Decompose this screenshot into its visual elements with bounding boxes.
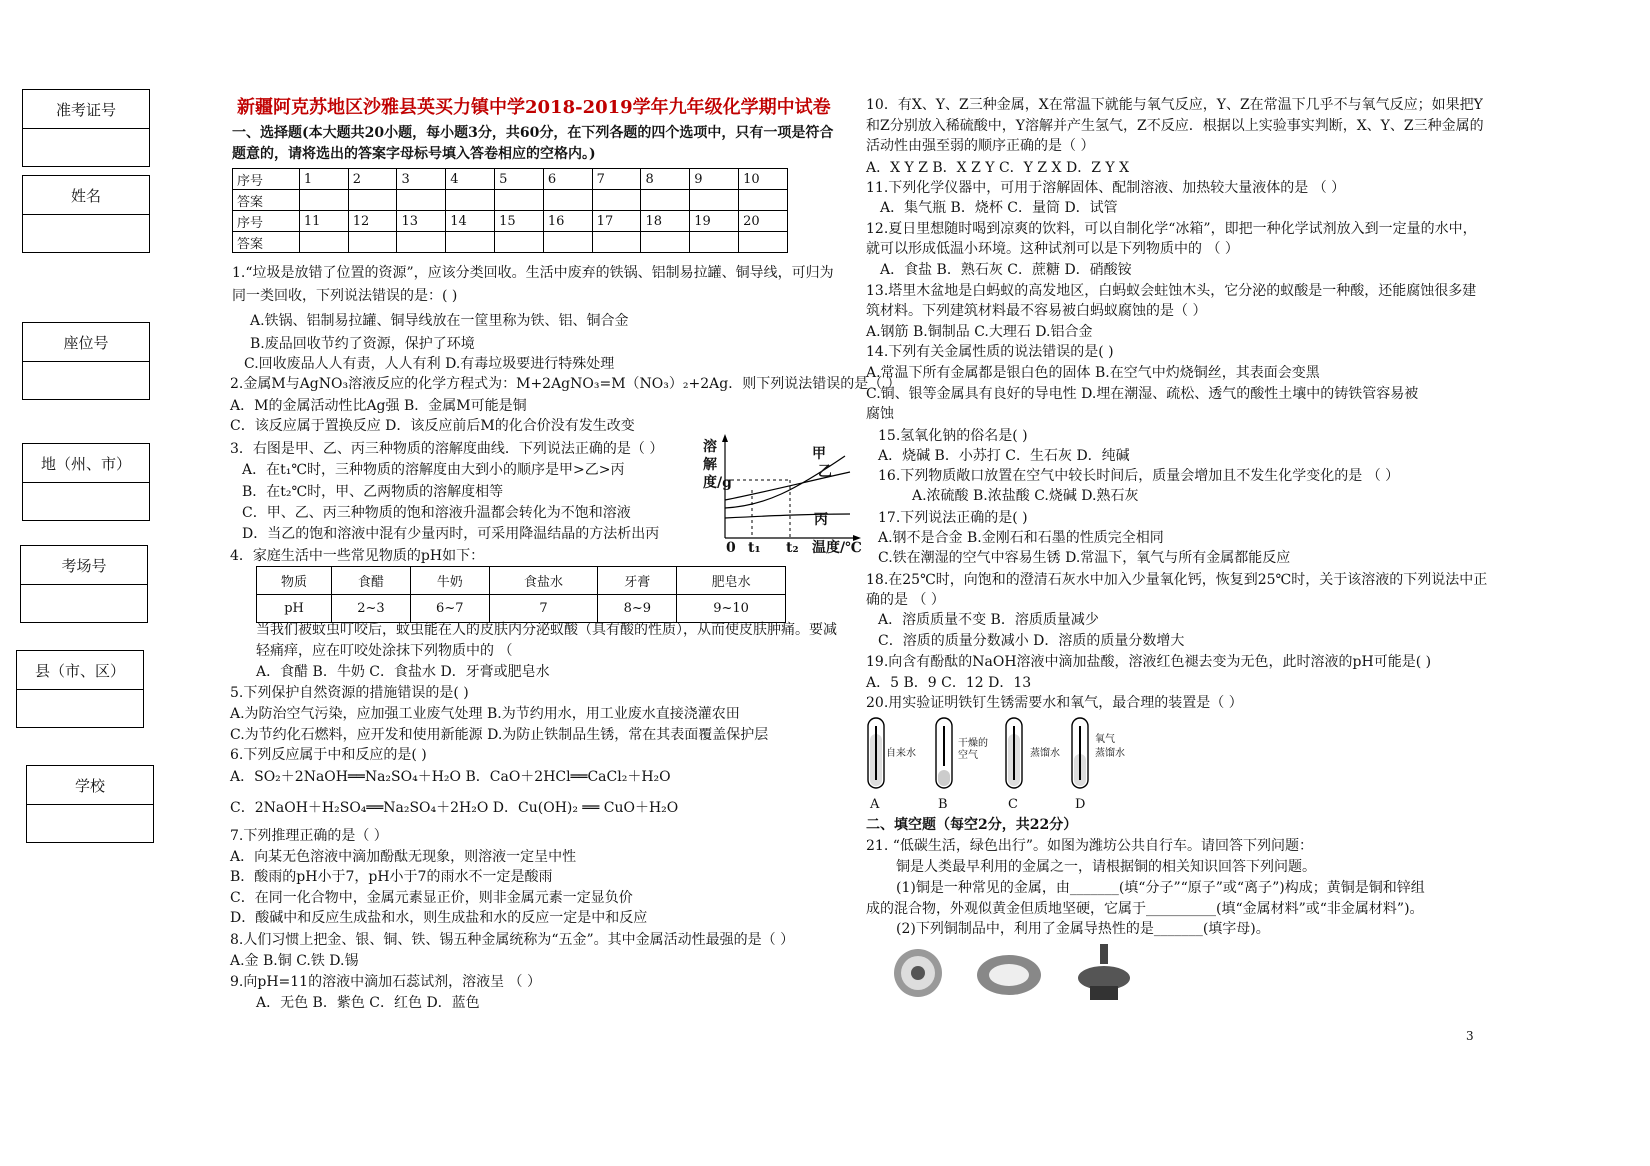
side-box-name bbox=[22, 175, 150, 253]
question-line: 就可以形成低温小环境。这种试剂可以是下列物质中的 （ ） bbox=[866, 241, 1239, 257]
answer-cell[interactable] bbox=[739, 232, 788, 253]
cell: 牙膏 bbox=[598, 567, 677, 595]
cell: 20 bbox=[739, 211, 788, 232]
question-line: 11.下列化学仪器中，可用于溶解固体、配制溶液、加热较大量液体的是 （ ） bbox=[866, 180, 1346, 196]
side-box-school bbox=[26, 765, 154, 843]
test-tube-a bbox=[868, 718, 884, 788]
answer-cell[interactable] bbox=[592, 190, 641, 211]
question-line: 确的是 （ ） bbox=[866, 592, 945, 608]
question-line: 3．右图是甲、乙、丙三种物质的溶解度曲线．下列说法正确的是（ ） bbox=[230, 441, 664, 457]
test-tube-b bbox=[936, 718, 952, 788]
cell: 食盐水 bbox=[489, 567, 598, 595]
question-line: A．X Y Z B．X Z Y C．Y Z X D．Z Y X bbox=[866, 160, 1130, 176]
question-line: A.钢筋 B.铜制品 C.大理石 D.铝合金 bbox=[866, 324, 1093, 340]
side-box-label: 考场号 bbox=[21, 546, 147, 585]
side-box-label: 准考证号 bbox=[23, 90, 149, 129]
table-row bbox=[233, 232, 788, 253]
cell: 牛奶 bbox=[410, 567, 489, 595]
cell: 8~9 bbox=[598, 595, 677, 623]
cell: 6~7 bbox=[410, 595, 489, 623]
side-box-label: 学校 bbox=[27, 766, 153, 805]
question-line: 21. “低碳生活，绿色出行”。如图为潍坊公共自行车。请回答下列问题： bbox=[866, 838, 1314, 854]
question-line: A．无色 B．紫色 C．红色 D．蓝色 bbox=[256, 995, 480, 1011]
question-line: A．在t₁℃时，三种物质的溶解度由大到小的顺序是甲>乙>丙 bbox=[242, 462, 625, 478]
ph-table bbox=[256, 566, 786, 623]
graph-series-jia: 甲 bbox=[812, 446, 826, 462]
tube-a-label: 自来水 bbox=[886, 748, 916, 759]
answer-cell[interactable] bbox=[641, 190, 690, 211]
question-line: B．酸雨的pH小于7，pH小于7的雨水不一定是酸雨 bbox=[230, 869, 553, 885]
cell: 2 bbox=[348, 169, 397, 190]
cell: 9 bbox=[690, 169, 739, 190]
question-line: A.金 B.铜 C.铁 D.锡 bbox=[230, 953, 359, 969]
answer-cell[interactable] bbox=[592, 232, 641, 253]
graph-xlabel: 温度/℃ bbox=[812, 540, 862, 556]
solubility-graph bbox=[695, 430, 875, 555]
question-line: A.常温下所有金属都是银白色的固体 B.在空气中灼烧铜丝，其表面会变黑 bbox=[866, 365, 1320, 381]
test-tube-d bbox=[1072, 718, 1088, 788]
question-line: 7.下列推理正确的是（ ） bbox=[230, 828, 388, 844]
graph-origin: 0 bbox=[726, 540, 736, 556]
question-line: C.铜、银等金属具有良好的导电性 D.埋在潮湿、疏松、透气的酸性土壤中的铸铁管容易被 bbox=[866, 386, 1419, 402]
question-line: (2)下列铜制品中，利用了金属导热性的是_______(填字母)。 bbox=[896, 921, 1270, 937]
side-box-prefecture bbox=[22, 443, 150, 521]
cell: 16 bbox=[543, 211, 592, 232]
cell: 食醋 bbox=[332, 567, 411, 595]
question-line: 6.下列反应属于中和反应的是( ) bbox=[230, 747, 427, 763]
question-line: 10．有X、Y、Z三种金属，X在常温下就能与氧气反应，Y、Z在常温下几乎不与氧气反应；如果把Y bbox=[866, 97, 1483, 113]
cell: 19 bbox=[690, 211, 739, 232]
copper-hotpot-image bbox=[1074, 942, 1134, 1004]
question-line: A．溶质质量不变 B．溶质质量减少 bbox=[878, 612, 1099, 628]
question-line: B.废品回收节约了资源，保护了环境 bbox=[250, 336, 475, 352]
cell: 序号 bbox=[233, 211, 300, 232]
cell: 7 bbox=[592, 169, 641, 190]
cell: 11 bbox=[299, 211, 348, 232]
section2-title: 二、填空题（每空2分，共22分） bbox=[866, 817, 1078, 833]
answer-cell[interactable] bbox=[690, 190, 739, 211]
cell: 肥皂水 bbox=[677, 567, 786, 595]
answer-cell[interactable] bbox=[446, 190, 495, 211]
answer-cell[interactable] bbox=[543, 232, 592, 253]
test-tube-c bbox=[1006, 718, 1022, 788]
side-box-county bbox=[16, 650, 144, 728]
graph-t1: t₁ bbox=[748, 540, 761, 556]
question-line: 5.下列保护自然资源的措施错误的是( ) bbox=[230, 685, 469, 701]
answer-cell[interactable] bbox=[299, 190, 348, 211]
question-line: 4．家庭生活中一些常见物质的pH如下： bbox=[230, 548, 485, 564]
cell: 8 bbox=[641, 169, 690, 190]
side-box-label: 地（州、市） bbox=[23, 444, 149, 483]
cell: 序号 bbox=[233, 169, 300, 190]
answer-cell[interactable] bbox=[495, 190, 544, 211]
table-row bbox=[233, 211, 788, 232]
question-line: 17.下列说法正确的是( ) bbox=[878, 510, 1028, 526]
section1-line: 题意的，请将选出的答案字母标号填入答卷相应的空格内。) bbox=[232, 146, 596, 162]
graph-series-yi: 乙 bbox=[818, 464, 832, 480]
answer-cell[interactable] bbox=[348, 190, 397, 211]
tube-letter: A bbox=[870, 797, 880, 812]
graph-t2: t₂ bbox=[786, 540, 799, 556]
question-line: 成的混合物，外观似黄金但质地坚硬，它属于__________(填“金属材料”或“非金属材料”)。 bbox=[866, 901, 1424, 917]
question-line: A.浓硫酸 B.浓盐酸 C.烧碱 D.熟石灰 bbox=[912, 488, 1139, 504]
cell: 17 bbox=[592, 211, 641, 232]
question-line: A．5 B．9 C．12 D．13 bbox=[866, 675, 1032, 691]
question-line: 8.人们习惯上把金、银、铜、铁、锡五种金属统称为“五金”。其中金属活动性最强的是（ ） bbox=[230, 932, 795, 948]
answer-cell[interactable] bbox=[397, 232, 446, 253]
answer-cell[interactable] bbox=[348, 232, 397, 253]
cell: 14 bbox=[446, 211, 495, 232]
question-line: 12.夏日里想随时喝到凉爽的饮料，可以自制化学“冰箱”，即把一种化学试剂放入到一定量的水中， bbox=[866, 221, 1477, 237]
question-line: 活动性由强至弱的顺序正确的是（ ） bbox=[866, 138, 1095, 154]
question-line: C.为节约化石燃料，应开发和使用新能源 D.为防止铁制品生锈，常在其表面覆盖保护层 bbox=[230, 727, 769, 743]
question-line: 13.塔里木盆地是白蚂蚁的高发地区，白蚂蚁会蛀蚀木头，它分泌的蚁酸是一种酸，还能腐蚀很多建 bbox=[866, 283, 1477, 299]
section1-line: 一、选择题(本大题共20小题，每小题3分，共60分，在下列各题的四个选项中，只有一项是符合 bbox=[232, 125, 834, 141]
answer-cell[interactable] bbox=[397, 190, 446, 211]
tube-c-label: 蒸馏水 bbox=[1030, 748, 1060, 759]
question-line: 筑材料。下列建筑材料最不容易被白蚂蚁腐蚀的是（ ） bbox=[866, 303, 1207, 319]
copper-wire-coil-image bbox=[974, 950, 1044, 1000]
side-box-label: 姓名 bbox=[23, 176, 149, 215]
answer-cell[interactable] bbox=[446, 232, 495, 253]
page-title: 新疆阿克苏地区沙雅县英买力镇中学2018-2019学年九年级化学期中试卷 bbox=[237, 97, 831, 118]
question-line: 轻痛痒，应在叮咬处涂抹下列物质中的 （ bbox=[256, 643, 513, 659]
cell: 5 bbox=[495, 169, 544, 190]
side-box-label: 县（市、区） bbox=[17, 651, 143, 690]
cell: 答案 bbox=[233, 190, 300, 211]
question-line: C．该反应属于置换反应 D．该反应前后M的化合价没有发生改变 bbox=[230, 418, 635, 434]
question-line: C．2NaOH＋H₂SO₄══Na₂SO₄＋2H₂O D．Cu(OH)₂ ══ CuO＋H₂O bbox=[230, 800, 679, 816]
question-line: A．食醋 B．牛奶 C．食盐水 D．牙膏或肥皂水 bbox=[256, 664, 550, 680]
answer-table bbox=[232, 168, 788, 253]
tube-d-label-water: 蒸馏水 bbox=[1095, 748, 1125, 759]
table-row bbox=[257, 567, 786, 595]
question-line: 和Z分别放入稀硫酸中，Y溶解并产生氢气，Z不反应．根据以上实验事实判断，X、Y、Z三种金属的 bbox=[866, 118, 1484, 134]
question-line: C．甲、乙、丙三种物质的饱和溶液升温都会转化为不饱和溶液 bbox=[242, 505, 631, 521]
cell: 6 bbox=[543, 169, 592, 190]
cell: 18 bbox=[641, 211, 690, 232]
question-line: A.钢不是合金 B.金刚石和石墨的性质完全相同 bbox=[878, 530, 1164, 546]
cell: 9~10 bbox=[677, 595, 786, 623]
cell: 1 bbox=[299, 169, 348, 190]
question-line: C.回收废品人人有责，人人有利 D.有毒垃圾要进行特殊处理 bbox=[244, 356, 615, 372]
tube-letter: B bbox=[938, 797, 948, 812]
question-line: A．SO₂＋2NaOH══Na₂SO₄＋H₂O B．CaO＋2HCl══CaCl₂＋H₂O bbox=[230, 769, 671, 785]
question-line: A．集气瓶 B．烧杯 C．量筒 D．试管 bbox=[880, 200, 1118, 216]
question-line: 铜是人类最早利用的金属之一，请根据铜的相关知识回答下列问题。 bbox=[896, 859, 1316, 875]
side-box-label: 座位号 bbox=[23, 323, 149, 362]
question-line: 1.“垃圾是放错了位置的资源”，应该分类回收。生活中废弃的铁锅、铝制易拉罐、铜导线，可归为 bbox=[232, 265, 834, 281]
cell: 3 bbox=[397, 169, 446, 190]
page-number: 3 bbox=[1466, 1029, 1474, 1043]
graph-ylabel: 溶解度/g bbox=[703, 439, 732, 491]
answer-cell[interactable] bbox=[739, 190, 788, 211]
cell: 2~3 bbox=[332, 595, 411, 623]
question-line: (1)铜是一种常见的金属，由_______(填“分子”“原子”或“离子”)构成；黄铜是铜和锌组 bbox=[896, 880, 1425, 896]
answer-cell[interactable] bbox=[690, 232, 739, 253]
question-line: 16.下列物质敞口放置在空气中较长时间后，质量会增加且不发生化学变化的是 （ ） bbox=[878, 468, 1400, 484]
cell: 10 bbox=[739, 169, 788, 190]
copper-radiator-image bbox=[888, 945, 948, 1003]
cell: 4 bbox=[446, 169, 495, 190]
side-box-seat bbox=[22, 322, 150, 400]
question-line: A．M的金属活动性比Ag强 B．金属M可能是铜 bbox=[230, 398, 527, 414]
cell: pH bbox=[257, 595, 332, 623]
question-line: A．向某无色溶液中滴加酚酞无现象，则溶液一定呈中性 bbox=[230, 849, 577, 865]
question-line: 20.用实验证明铁钉生锈需要水和氧气，最合理的装置是（ ） bbox=[866, 695, 1243, 711]
tube-letter: D bbox=[1075, 797, 1086, 812]
question-line: 2.金属M与AgNO₃溶液反应的化学方程式为：M+2AgNO₃=M（NO₃）₂+2Ag．则下列说法错误的是（ ） bbox=[230, 376, 901, 392]
answer-cell[interactable] bbox=[641, 232, 690, 253]
question-line: C.铁在潮湿的空气中容易生锈 D.常温下，氧气与所有金属都能反应 bbox=[878, 550, 1291, 566]
side-box-exam-number bbox=[22, 89, 150, 167]
cell: 15 bbox=[495, 211, 544, 232]
tube-d-label-oxygen: 氧气 bbox=[1095, 734, 1115, 745]
answer-cell[interactable] bbox=[495, 232, 544, 253]
answer-cell[interactable] bbox=[299, 232, 348, 253]
question-line: A．烧碱 B．小苏打 C．生石灰 D．纯碱 bbox=[878, 448, 1130, 464]
question-line: 19.向含有酚酞的NaOH溶液中滴加盐酸，溶液红色褪去变为无色，此时溶液的pH可能是( ) bbox=[866, 654, 1432, 670]
answer-cell[interactable] bbox=[543, 190, 592, 211]
question-line: A．食盐 B．熟石灰 C．蔗糖 D．硝酸铵 bbox=[880, 262, 1132, 278]
question-line: 腐蚀 bbox=[866, 406, 894, 422]
question-line: A.铁锅、铝制易拉罐、铜导线放在一筐里称为铁、铝、铜合金 bbox=[250, 313, 629, 329]
table-row bbox=[233, 169, 788, 190]
table-row bbox=[233, 190, 788, 211]
question-line: 当我们被蚊虫叮咬后，蚊虫能在人的皮肤内分泌蚁酸（具有酸的性质），从而使皮肤肿痛。要减 bbox=[256, 622, 837, 638]
cell: 物质 bbox=[257, 567, 332, 595]
graph-series-bing: 丙 bbox=[814, 512, 828, 528]
cell: 答案 bbox=[233, 232, 300, 253]
cell: 13 bbox=[397, 211, 446, 232]
cell: 7 bbox=[489, 595, 598, 623]
question-line: 同一类回收，下列说法错误的是：( ) bbox=[232, 288, 458, 304]
question-line: C．在同一化合物中，金属元素显正价，则非金属元素一定显负价 bbox=[230, 890, 633, 906]
question-line: B．在t₂℃时，甲、乙两物质的溶解度相等 bbox=[242, 484, 504, 500]
side-box-exam-room bbox=[20, 545, 148, 623]
question-line: 9.向pH=11的溶液中滴加石蕊试剂，溶液呈 （ ） bbox=[230, 974, 541, 990]
question-line: 14.下列有关金属性质的说法错误的是( ) bbox=[866, 344, 1114, 360]
question-line: D．酸碱中和反应生成盐和水，则生成盐和水的反应一定是中和反应 bbox=[230, 910, 648, 926]
question-line: A.为防治空气污染，应加强工业废气处理 B.为节约用水，用工业废水直接浇灌农田 bbox=[230, 706, 740, 722]
tube-b-label: 干燥的空气 bbox=[958, 738, 988, 761]
cell: 12 bbox=[348, 211, 397, 232]
table-row bbox=[257, 595, 786, 623]
question-line: D．当乙的饱和溶液中混有少量丙时，可采用降温结晶的方法析出丙 bbox=[242, 526, 660, 542]
question-line: 15.氢氧化钠的俗名是( ) bbox=[878, 428, 1028, 444]
question-line: C．溶质的质量分数减小 D．溶质的质量分数增大 bbox=[878, 633, 1185, 649]
question-line: 18.在25℃时，向饱和的澄清石灰水中加入少量氧化钙，恢复到25℃时，关于该溶液的下列说法中正 bbox=[866, 572, 1488, 588]
tube-letter: C bbox=[1008, 797, 1018, 812]
